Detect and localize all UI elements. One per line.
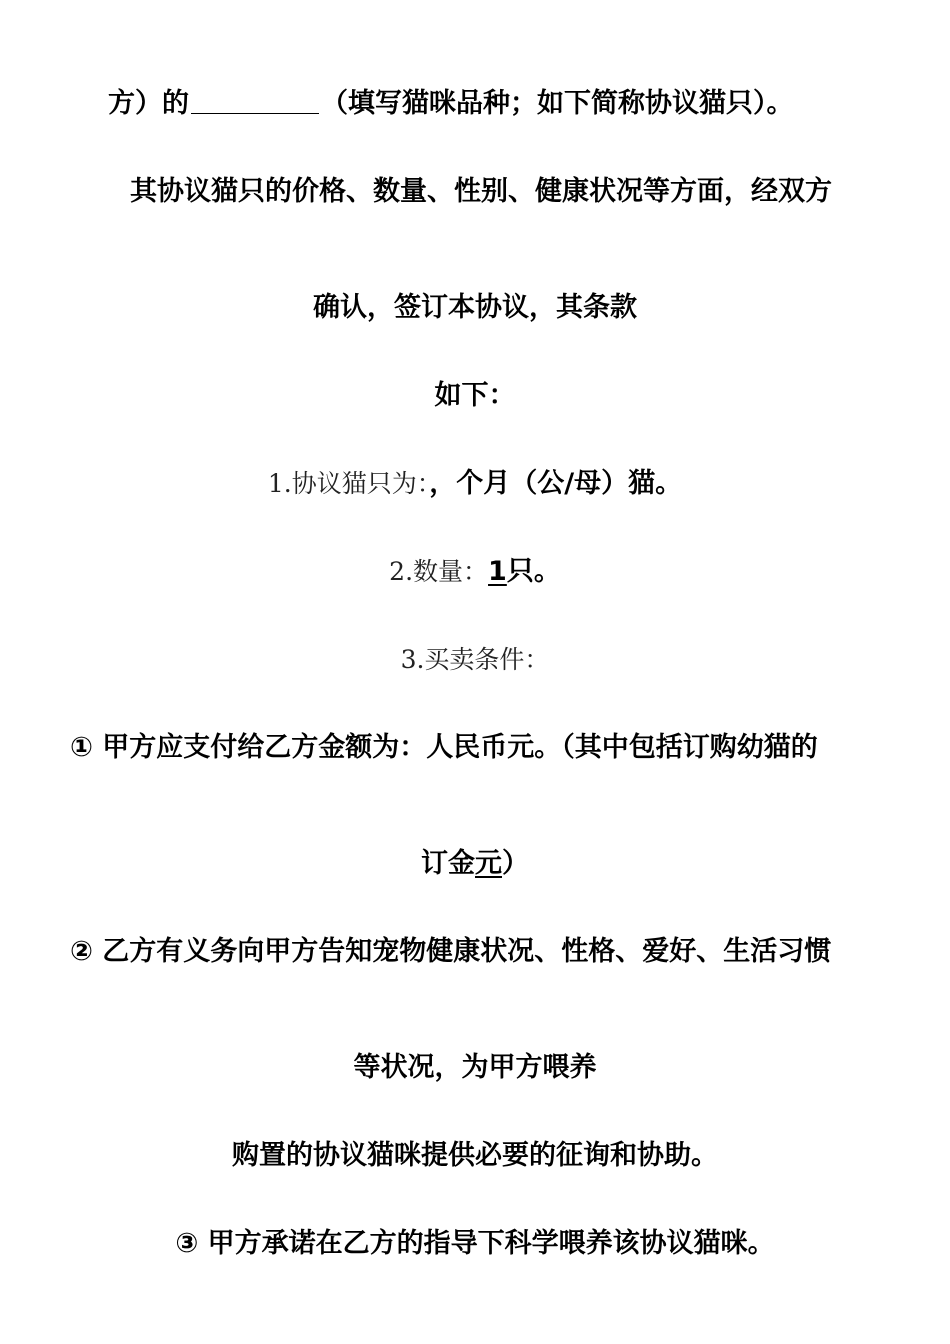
- breed-suffix: （填写猫咪品种；如下简称协议猫只）。: [321, 88, 794, 119]
- breed-prefix: 方）的: [108, 88, 189, 119]
- clause-1: [0, 466, 950, 502]
- clause-3: 3.买卖条件：: [400, 645, 550, 674]
- clause-2-label: 2.数量：: [389, 557, 489, 586]
- paragraph-breed: [108, 86, 794, 122]
- deposit-close: ）: [502, 848, 529, 879]
- paragraph-intro: 其协议猫只的价格、数量、性别、健康状况等方面，经双方: [130, 176, 832, 207]
- quantity-value: 1: [488, 556, 507, 587]
- clause-1-label: 1.协议猫只为：: [267, 469, 430, 498]
- condition-1-line2: [0, 846, 950, 882]
- condition-2-line3: 购置的协议猫咪提供必要的征询和协助。: [232, 1140, 718, 1171]
- paragraph-as-follows: 如下：: [434, 380, 516, 411]
- breed-blank-field: [191, 89, 319, 114]
- condition-2-line1: ② 乙方有义务向甲方告知宠物健康状况、性格、爱好、生活习惯: [70, 936, 832, 967]
- deposit-label: 订金: [421, 848, 475, 879]
- clause-1-text: ，个月（公/母）猫。: [429, 468, 683, 499]
- quantity-unit: 只。: [506, 556, 561, 587]
- condition-1-line1: ① 甲方应支付给乙方金额为：人民币元。（其中包括订购幼猫的: [70, 732, 818, 763]
- condition-2-line2: 等状况，为甲方喂养: [353, 1052, 597, 1083]
- paragraph-confirm: 确认，签订本协议，其条款: [313, 292, 637, 323]
- condition-3: ③ 甲方承诺在乙方的指导下科学喂养该协议猫咪。: [175, 1228, 775, 1259]
- deposit-unit: 元: [475, 848, 502, 879]
- clause-2: [0, 554, 950, 590]
